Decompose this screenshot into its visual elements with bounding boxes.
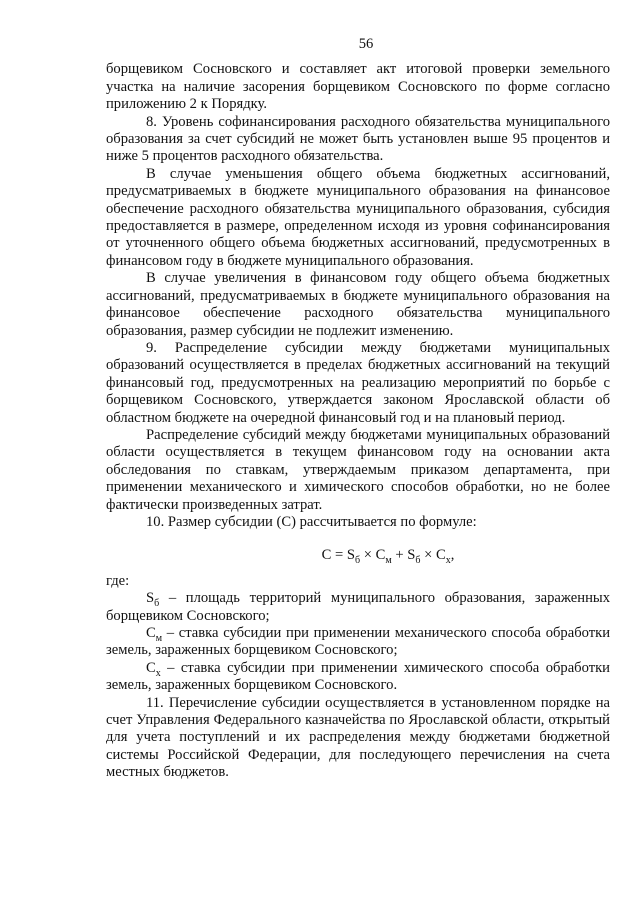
paragraph-continuation: борщевиком Сосновского и составляет акт итоговой проверки земельного участка на наличие засорения борщевиком Сосновского по форме согласно приложению 2 к Порядку. bbox=[106, 61, 610, 113]
definition-sb: $S_б$ – площадь территорий муниципального образования, зараженных борщевиком Сосновского; bbox=[106, 590, 610, 624]
definition-cm: $С_м$ – ставка субсидии при применении механического способа обработки земель, зараженных борщевиком Сосновского; bbox=[106, 625, 610, 659]
page-number: 56 bbox=[358, 36, 374, 52]
paragraph-item-8: 8. Уровень софинансирования расходного обязательства муниципального образования за счет субсидий не может быть установлен выше 95 процентов и ниже 5 процентов расходного обязательства. bbox=[106, 113, 610, 165]
paragraph-distribution: Распределение субсидий между бюджетами муниципальных образований области осуществляется в текущем финансовом году на основании акта обследования по ставкам, утверждаемым приказом департамента, при применении механического и химического способов обработки, но не более фактически произведенных затрат. bbox=[106, 426, 610, 513]
definition-cx: $С_х$ – ставка субсидии при применении химического способа обработки земель, зараженных борщевиком Сосновского. bbox=[106, 659, 610, 694]
paragraph-item-9: 9. Распределение субсидии между бюджетами муниципальных образований осуществляется в пределах бюджетных ассигнований на текущий финансовый год, предусмотренных на реализацию мероприятий по борьбе с борщевиком Сосновского, утверждается законом Ярославской области об областном бюджете на очередной финансовый год и на плановый период. bbox=[106, 339, 610, 426]
paragraph-budget-decrease: В случае уменьшения общего объема бюджетных ассигнований, предусматриваемых в бюджете муниципального образования на финансовое обеспечение расходного обязательства муниципального образования, субсидия предоставляется в размере, определенном исходя из уровня софинансирования от уточненного общего объема бюджетных ассигнований, предусмотренных в финансовом году в бюджете муниципального образования. bbox=[106, 165, 610, 269]
document-page bbox=[106, 36, 610, 782]
where-label: где: bbox=[106, 572, 130, 589]
paragraph-item-11: 11. Перечисление субсидии осуществляется в установленном порядке на счет Управления Федерального казначейства по Ярославской области, открытый для учета поступлений и их распределения между бюджетами бюджетной системы Российской Федерации, для последующего перечисления на счета местных бюджетов. bbox=[106, 694, 610, 781]
subsidy-formula: $С = S_б \times С_м + S_б \times С_х$, bbox=[321, 547, 455, 567]
paragraph-budget-increase: В случае увеличения в финансовом году общего объема бюджетных ассигнований, предусматриваемых в бюджете муниципального образования на финансовое обеспечение расходного обязательства муниципального образования, размер субсидии не подлежит изменению. bbox=[106, 270, 610, 339]
paragraph-item-10: 10. Размер субсидии (С) рассчитывается по формуле: bbox=[146, 513, 477, 530]
